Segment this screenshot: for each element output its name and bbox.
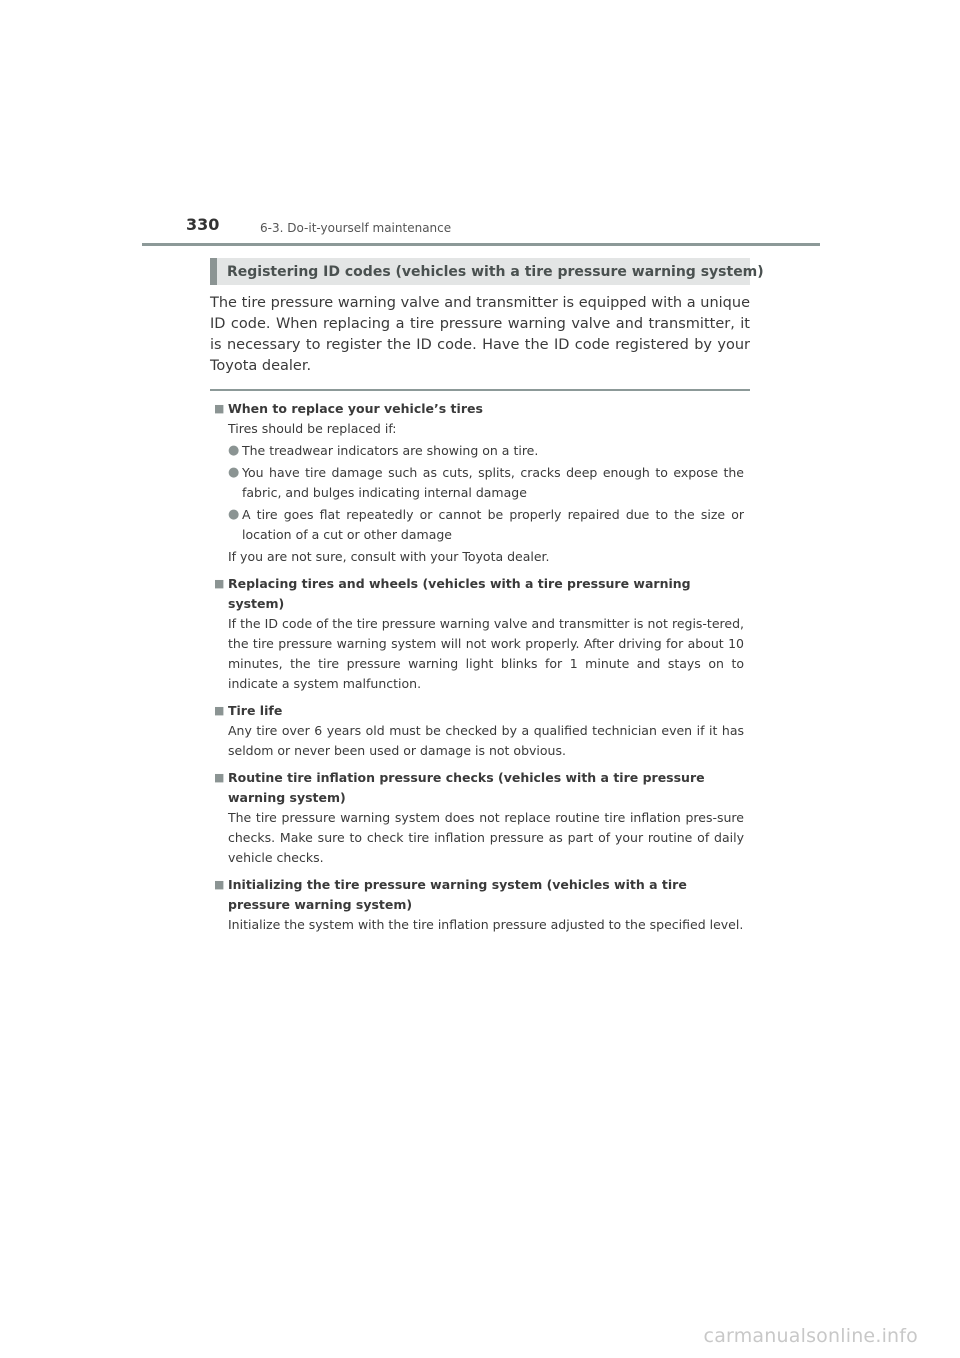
dot-bullet-icon: ● bbox=[228, 507, 240, 522]
note-initializing-system bbox=[214, 875, 744, 935]
list-item bbox=[228, 463, 744, 503]
section-heading-bar bbox=[210, 258, 764, 285]
note-lead: Tires should be replaced if: bbox=[228, 421, 397, 436]
note-text: If the ID code of the tire pressure warning valve and transmitter is not regis-tered, the tire pressure warning system will not work properly. After driving for about 10 minutes, the tire pressure warning light blinks for 1 minute and stays on to indicate a system malfunction. bbox=[228, 616, 744, 691]
body-divider bbox=[210, 389, 750, 391]
page-number: 330 bbox=[186, 215, 220, 234]
note-text: The tire pressure warning system does not replace routine tire inflation pres-sure checks. Make sure to check tire inflation pressure as part of your routine of daily vehicle checks. bbox=[228, 810, 744, 865]
square-bullet-icon: ■ bbox=[214, 771, 225, 784]
list-item bbox=[228, 505, 744, 545]
watermark: carmanualsonline.info bbox=[703, 1325, 918, 1347]
note-tire-replacement bbox=[214, 399, 744, 567]
note-routine-checks bbox=[214, 768, 744, 868]
list-item bbox=[228, 441, 744, 461]
note-title: Initializing the tire pressure warning system (vehicles with a tire pressure warning system) bbox=[228, 877, 687, 912]
note-title: Replacing tires and wheels (vehicles with a tire pressure warning system) bbox=[228, 576, 691, 611]
square-bullet-icon: ■ bbox=[214, 704, 225, 717]
list-item-text: You have tire damage such as cuts, splits, cracks deep enough to expose the fabric, and bulges indicating internal damage bbox=[242, 465, 744, 500]
note-after-text: If you are not sure, consult with your Toyota dealer. bbox=[228, 549, 550, 564]
note-replacing-tires-wheels bbox=[214, 574, 744, 694]
note-title: Routine tire inflation pressure checks (vehicles with a tire pressure warning system) bbox=[228, 770, 705, 805]
notes-section bbox=[214, 399, 744, 942]
note-title: Tire life bbox=[228, 703, 283, 718]
dot-bullet-icon: ● bbox=[228, 443, 240, 458]
note-text: Initialize the system with the tire inflation pressure adjusted to the specified level. bbox=[228, 917, 744, 932]
section-heading: Registering ID codes (vehicles with a tire pressure warning system) bbox=[227, 263, 764, 280]
dot-bullet-icon: ● bbox=[228, 465, 240, 480]
header-divider bbox=[142, 243, 820, 246]
note-title: When to replace your vehicle’s tires bbox=[228, 401, 483, 416]
square-bullet-icon: ■ bbox=[214, 878, 225, 891]
section-reference: 6-3. Do-it-yourself maintenance bbox=[260, 221, 452, 235]
note-tire-life bbox=[214, 701, 744, 761]
intro-paragraph: The tire pressure warning valve and transmitter is equipped with a unique ID code. When replacing a tire pressure warning valve and transmitter, it is necessary to register the ID code. Have the ID code registered by your Toyota dealer. bbox=[210, 295, 750, 374]
heading-accent-bar bbox=[210, 258, 217, 285]
square-bullet-icon: ■ bbox=[214, 402, 225, 415]
list-item-text: The treadwear indicators are showing on a tire. bbox=[242, 443, 539, 458]
note-text: Any tire over 6 years old must be checked by a qualified technician even if it has seldom or never been used or damage is not obvious. bbox=[228, 723, 744, 758]
square-bullet-icon: ■ bbox=[214, 577, 225, 590]
list-item-text: A tire goes flat repeatedly or cannot be properly repaired due to the size or location of a cut or other damage bbox=[242, 507, 744, 542]
